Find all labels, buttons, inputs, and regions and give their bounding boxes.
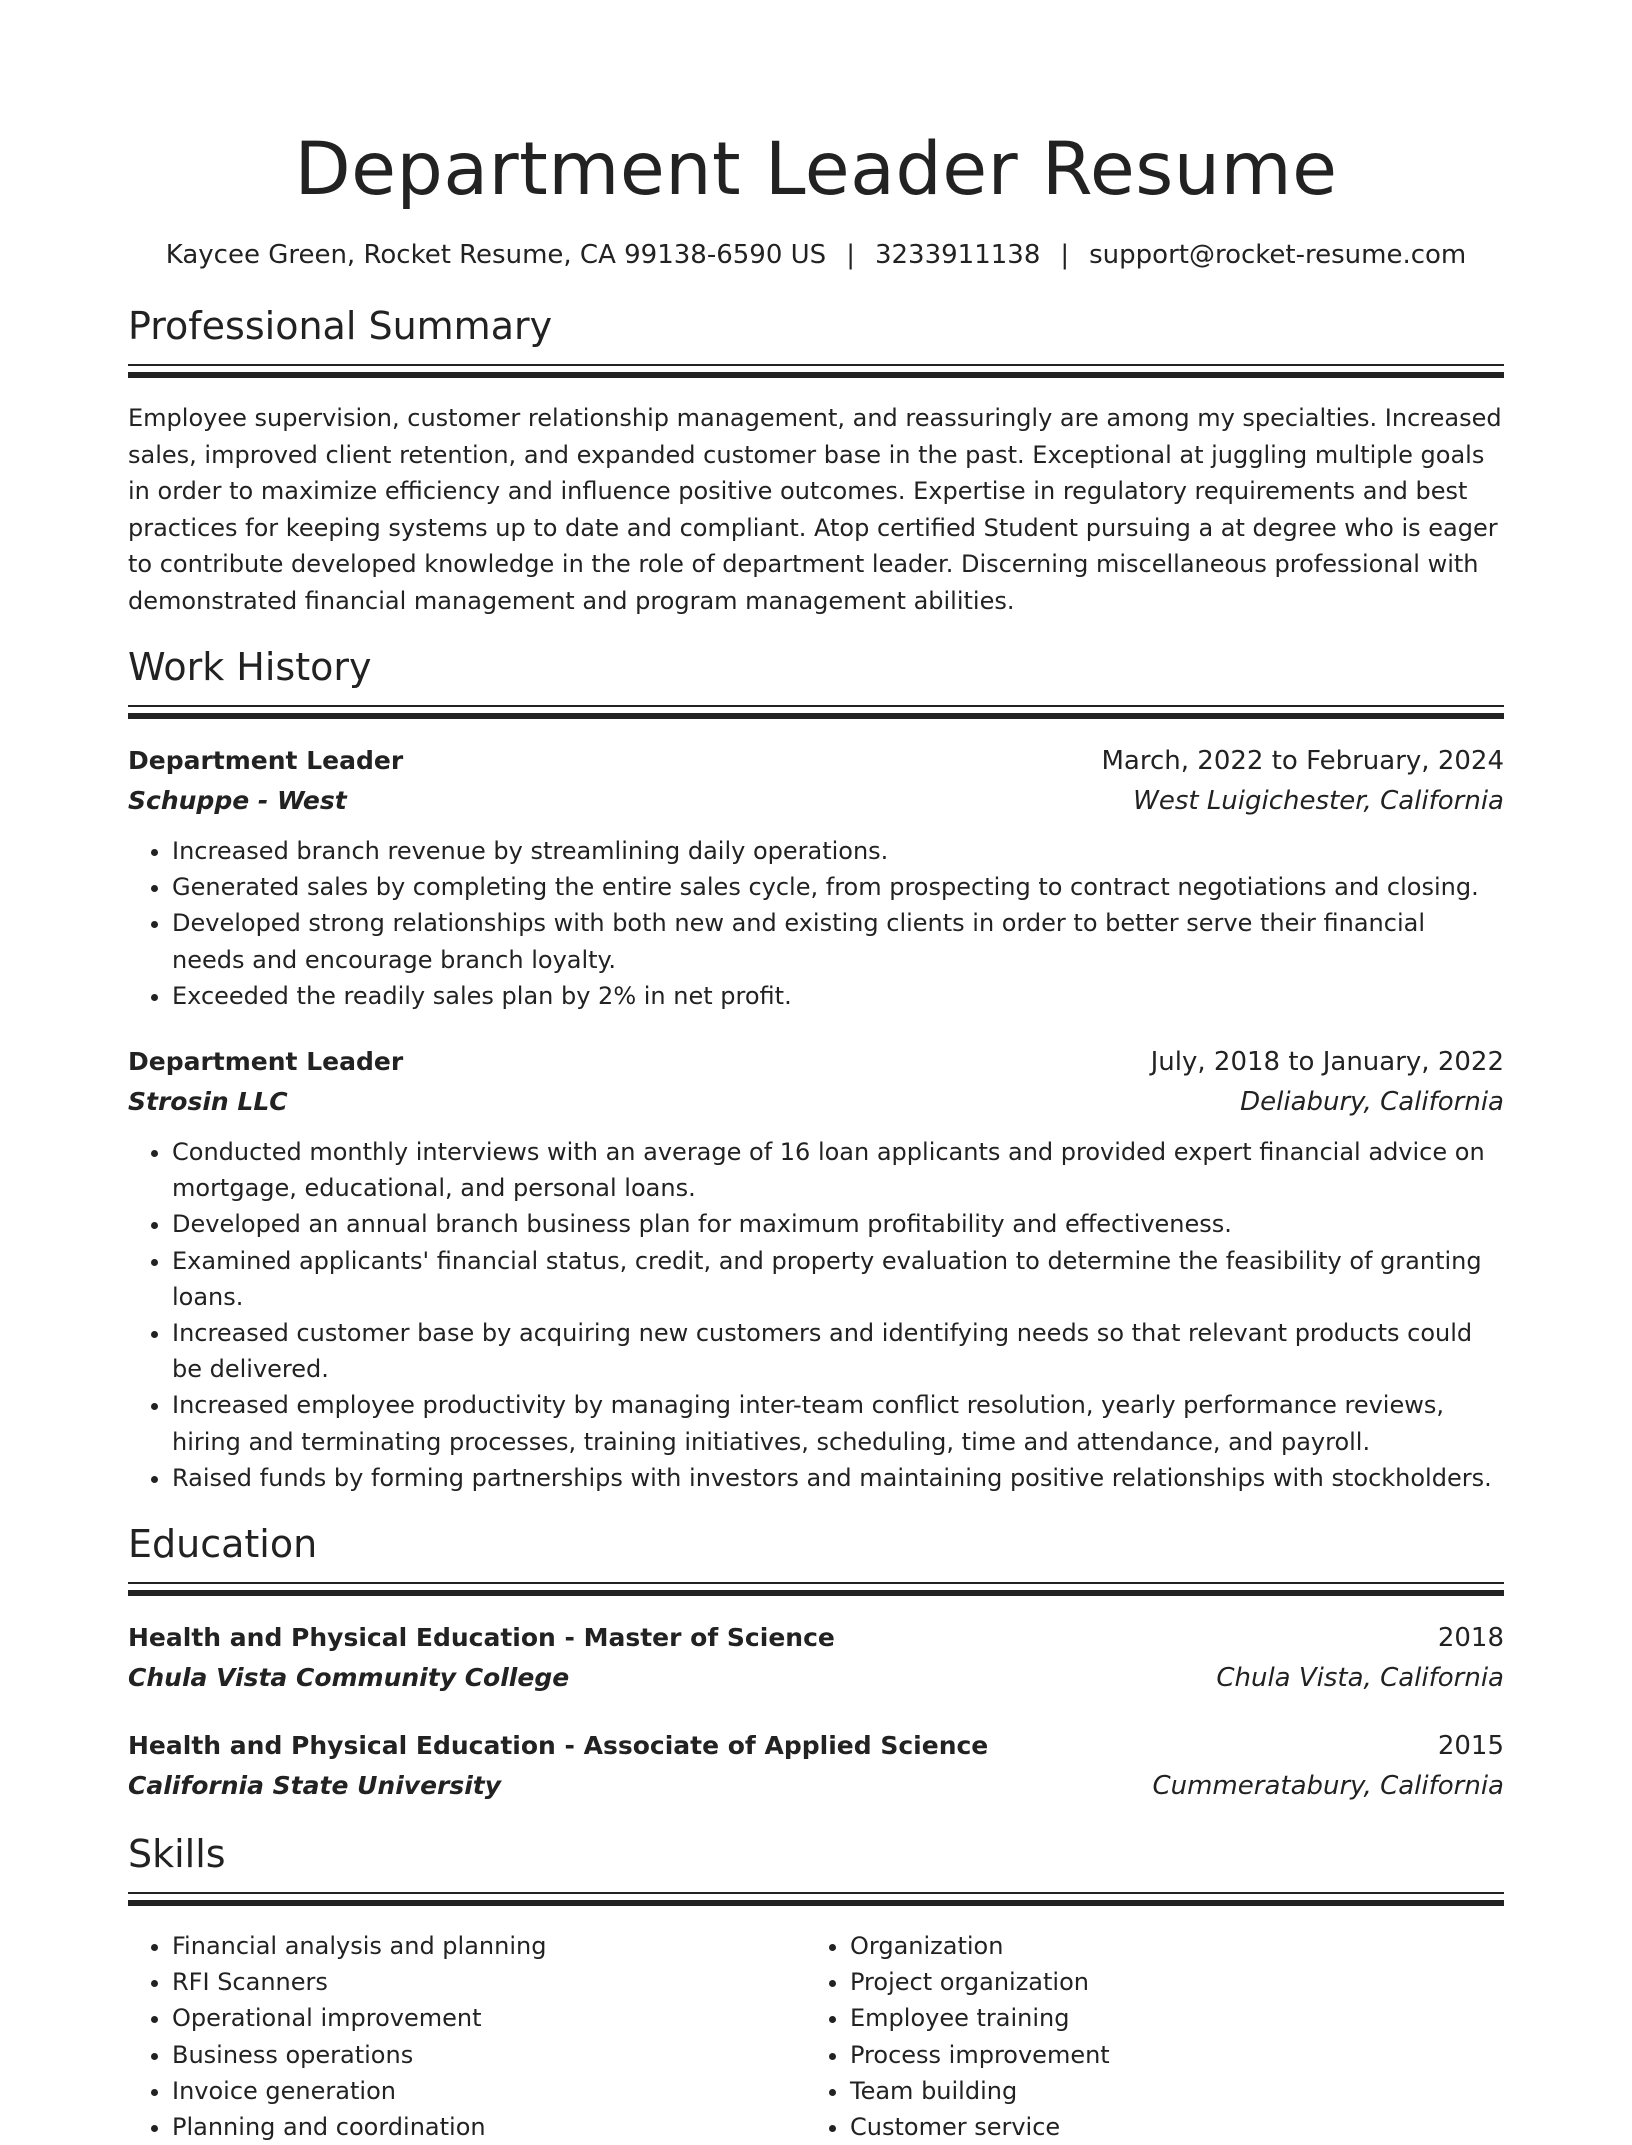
education-degree: Health and Physical Education - Associate of Applied Science [128, 1731, 989, 1761]
job-bullets [128, 1134, 1504, 1496]
education-year: 2015 [1437, 1731, 1504, 1762]
skill-item: • Process improvement [850, 2037, 1484, 2073]
contact-separator: | [1060, 240, 1070, 270]
section-heading-work: Work History [128, 645, 372, 689]
skill-item: • Planning and coordination [172, 2109, 806, 2145]
page-title: Department Leader Resume [294, 127, 1338, 212]
section-divider [128, 364, 1504, 378]
list-item: • Conducted monthly interviews with an average of 16 loan applicants and provided expert financial advice on mortgage, educational, and personal loans. [172, 1134, 1504, 1206]
work-history-section [128, 643, 1504, 1496]
education-location: Cummeratabury, California [1152, 1771, 1504, 1802]
section-divider [128, 1892, 1504, 1906]
skills-list-right [806, 1928, 1484, 2145]
education-entry [128, 1726, 1504, 1806]
list-item: • Exceeded the readily sales plan by 2% in net profit. [172, 978, 1504, 1014]
skills-list-left [128, 1928, 806, 2145]
contact-address: Kaycee Green, Rocket Resume, CA 99138-6590 US [165, 240, 827, 270]
job-location: West Luigichester, California [1133, 786, 1504, 816]
list-item: • Increased employee productivity by managing inter-team conflict resolution, yearly performance reviews, hiring and terminating processes, training initiatives, scheduling, time and attendance, and payroll. [172, 1387, 1504, 1459]
education-section [128, 1520, 1504, 1806]
section-heading-skills: Skills [128, 1832, 226, 1877]
job-dates: July, 2018 to January, 2022 [1150, 1047, 1504, 1078]
education-degree: Health and Physical Education - Master of Science [128, 1623, 835, 1653]
job-entry [128, 741, 1504, 1014]
list-item: • Raised funds by forming partnerships with investors and maintaining positive relationships with stockholders. [172, 1460, 1504, 1496]
section-heading-education: Education [128, 1522, 318, 1567]
job-entry [128, 1042, 1504, 1496]
summary-text: Employee supervision, customer relationship management, and reassuringly are among my specialties. Increased sales, improved client retention, and expanded customer base in the past. Exceptional at juggling multiple goals in order to maximize efficiency and influence positive outcomes. Expertise in regulatory requirements and best practices for keeping systems up to date and compliant. Atop certified Student pursuing a at degree who is eager to contribute developed knowledge in the role of department leader. Discerning miscellaneous professional with demonstrated financial management and program management abilities. [128, 404, 1502, 615]
education-school: California State University [128, 1771, 502, 1801]
skill-item: • Customer service [850, 2109, 1484, 2145]
section-heading-summary: Professional Summary [128, 304, 553, 348]
skill-item: • Financial analysis and planning [172, 1928, 806, 1964]
contact-email[interactable]: support@rocket-resume.com [1089, 240, 1467, 270]
skills-columns [128, 1928, 1504, 2145]
skill-item: • Operational improvement [172, 2000, 806, 2036]
job-title: Department Leader [128, 1047, 404, 1077]
education-year: 2018 [1437, 1623, 1504, 1654]
skill-item: • RFI Scanners [172, 1964, 806, 2000]
job-company: Schuppe - West [128, 786, 347, 815]
section-divider [128, 705, 1504, 719]
skill-item: • Organization [850, 1928, 1484, 1964]
job-company: Strosin LLC [128, 1087, 288, 1117]
skill-item: • Team building [850, 2073, 1484, 2109]
skill-item: • Invoice generation [172, 2073, 806, 2109]
list-item: • Increased branch revenue by streamlining daily operations. [172, 833, 1504, 869]
list-item: • Generated sales by completing the entire sales cycle, from prospecting to contract negotiations and closing. [172, 869, 1504, 905]
job-location: Deliabury, California [1240, 1087, 1504, 1118]
summary-section [128, 302, 1504, 619]
skill-item: • Project organization [850, 1964, 1484, 2000]
contact-line [128, 238, 1504, 272]
job-title: Department Leader [128, 746, 404, 775]
list-item: • Developed an annual branch business plan for maximum profitability and effectiveness. [172, 1206, 1504, 1242]
education-location: Chula Vista, California [1216, 1663, 1504, 1694]
skills-section [128, 1830, 1504, 2145]
job-dates: March, 2022 to February, 2024 [1101, 746, 1504, 776]
education-school: Chula Vista Community College [128, 1663, 570, 1693]
list-item: • Examined applicants' financial status, credit, and property evaluation to determine the feasibility of granting loans. [172, 1243, 1504, 1315]
education-entry [128, 1618, 1504, 1698]
skill-item: • Business operations [172, 2037, 806, 2073]
contact-phone: 3233911138 [874, 240, 1041, 270]
skill-item: • Employee training [850, 2000, 1484, 2036]
section-divider [128, 1582, 1504, 1596]
list-item: • Increased customer base by acquiring new customers and identifying needs so that relevant products could be delivered. [172, 1315, 1504, 1387]
list-item: • Developed strong relationships with both new and existing clients in order to better serve their financial needs and encourage branch loyalty. [172, 905, 1504, 977]
contact-separator: | [846, 240, 855, 270]
job-bullets [128, 833, 1504, 1014]
